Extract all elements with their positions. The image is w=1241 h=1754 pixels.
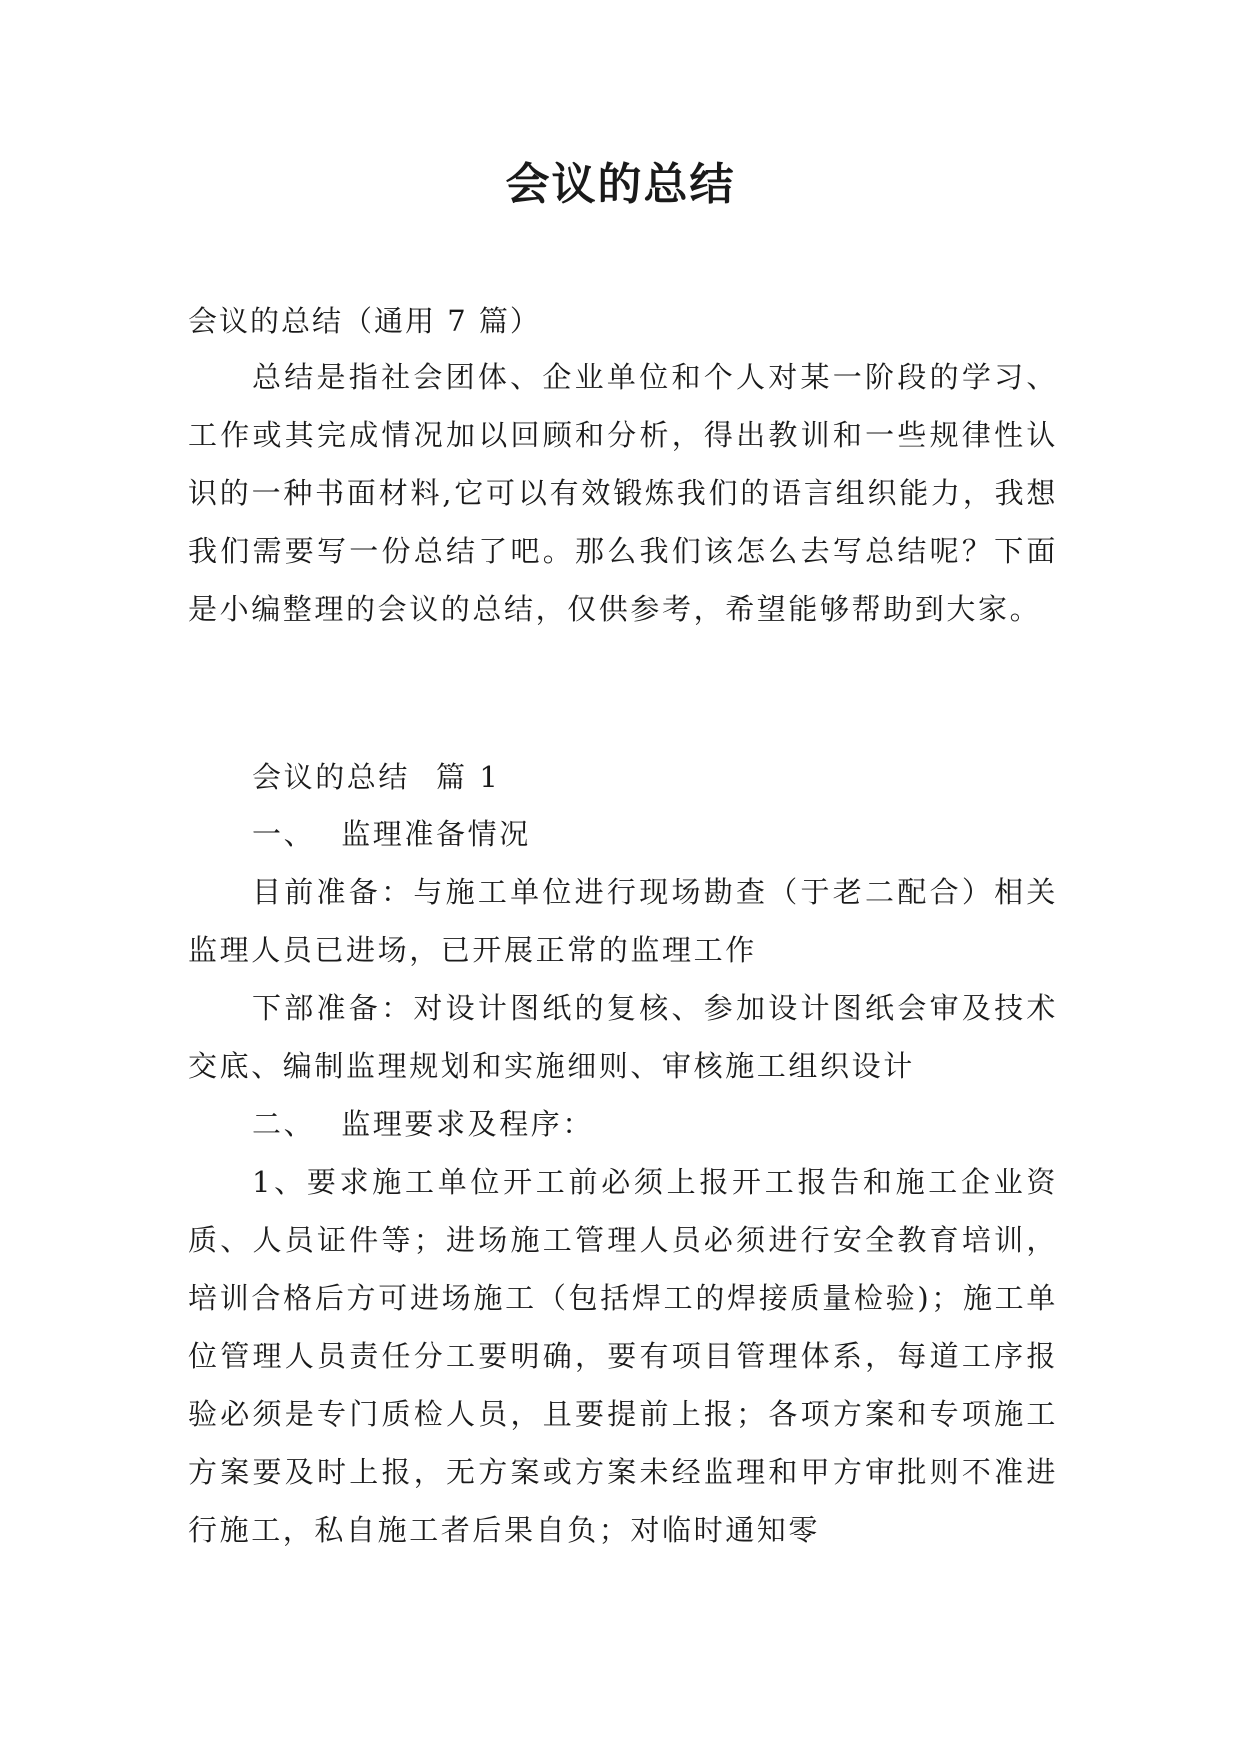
document-subtitle: 会议的总结（通用 7 篇） xyxy=(188,304,541,338)
section-title-part: 篇 1 xyxy=(436,760,501,794)
intro-paragraph: 总结是指社会团体、企业单位和个人对某一阶段的学习、工作或其完成情况加以回顾和分析，得出教训和一些规律性认识的一种书面材料,它可以有效锻炼我们的语言组织能力，我想我们需要写一份总结了吧。那么我们该怎么去写总结呢？下面是小编整理的会议的总结，仅供参考，希望能够帮助到大家。 xyxy=(188,360,1058,626)
heading-1-number: 一、 xyxy=(252,817,316,851)
paragraph-requirements: 1、要求施工单位开工前必须上报开工报告和施工企业资质、人员证件等；进场施工管理人员必须进行安全教育培训，培训合格后方可进场施工（包括焊工的焊接质量检验)；施工单位管理人员责任分工要明确，要有项目管理体系，每道工序报验必须是专门质检人员，且要提前上报；各项方案和专项施工方案要及时上报，无方案或方案未经监理和甲方审批则不准进行施工，私自施工者后果自负；对临时通知零 xyxy=(188,1165,1058,1547)
heading-2-number: 二、 xyxy=(252,1107,316,1141)
section-title xyxy=(188,748,1058,806)
paragraph-next-preparation: 下部准备：对设计图纸的复核、参加设计图纸会审及技术交底、编制监理规划和实施细则、审核施工组织设计 xyxy=(188,991,1058,1083)
document-title: 会议的总结 xyxy=(505,159,736,210)
paragraph-current-preparation: 目前准备：与施工单位进行现场勘查（于老二配合）相关监理人员已进场，已开展正常的监理工作 xyxy=(188,875,1058,967)
heading-1-text: 监理准备情况 xyxy=(341,817,531,851)
heading-2-text: 监理要求及程序： xyxy=(341,1107,595,1141)
section-title-main: 会议的总结 xyxy=(252,760,411,794)
heading-1 xyxy=(188,805,1058,863)
heading-2 xyxy=(188,1095,1058,1153)
